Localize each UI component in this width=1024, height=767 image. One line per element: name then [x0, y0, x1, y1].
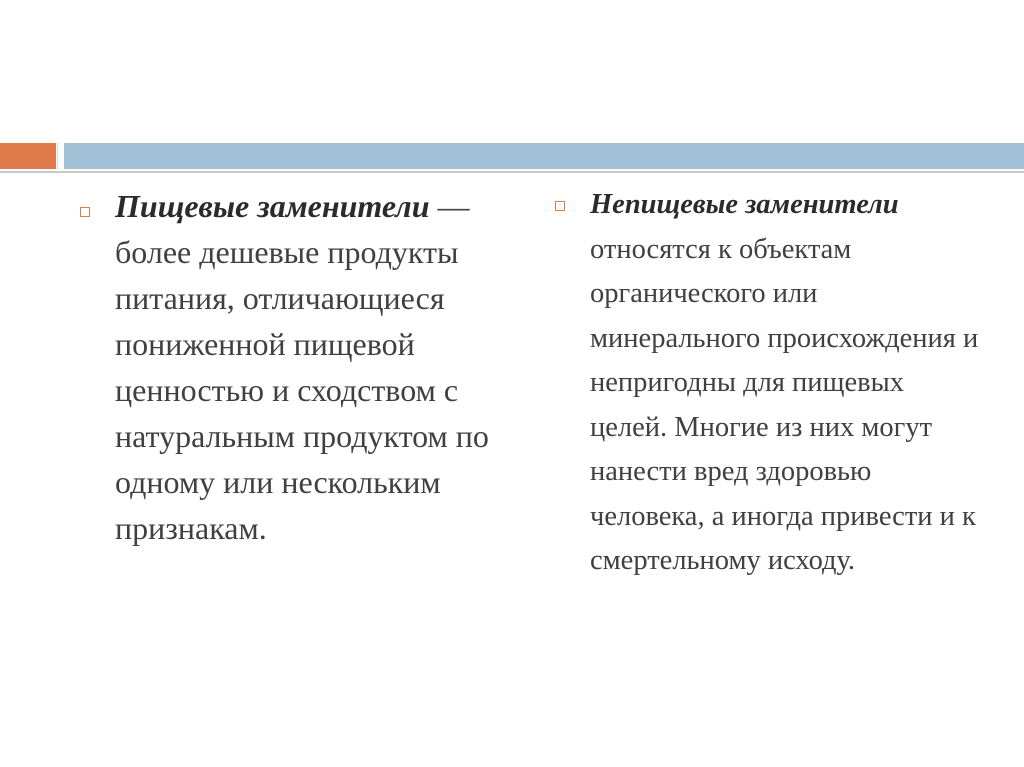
header-band-gap [57, 143, 64, 169]
square-bullet-icon [80, 207, 90, 217]
header-divider [0, 171, 1024, 173]
left-paragraph [115, 183, 496, 551]
header-band-orange [0, 143, 56, 169]
square-bullet-icon [555, 201, 565, 211]
right-paragraph [590, 183, 981, 584]
right-term: Непищевые заменители [590, 189, 899, 220]
header-band-blue [64, 143, 1024, 169]
left-body: — более дешевые продукты питания, отличающиеся пониженной пищевой ценностью и сходством с натуральным продуктом по одному или нескольким признакам. [115, 188, 489, 546]
right-body: относятся к объектам органического или минерального происхождения и непригодны для пищевых целей. Многие из них могут нанести вред здоровью человека, а иногда привести и к смертельному исходу. [590, 233, 979, 576]
left-column [76, 183, 496, 551]
left-term: Пищевые заменители [115, 188, 430, 224]
right-column [551, 183, 981, 584]
